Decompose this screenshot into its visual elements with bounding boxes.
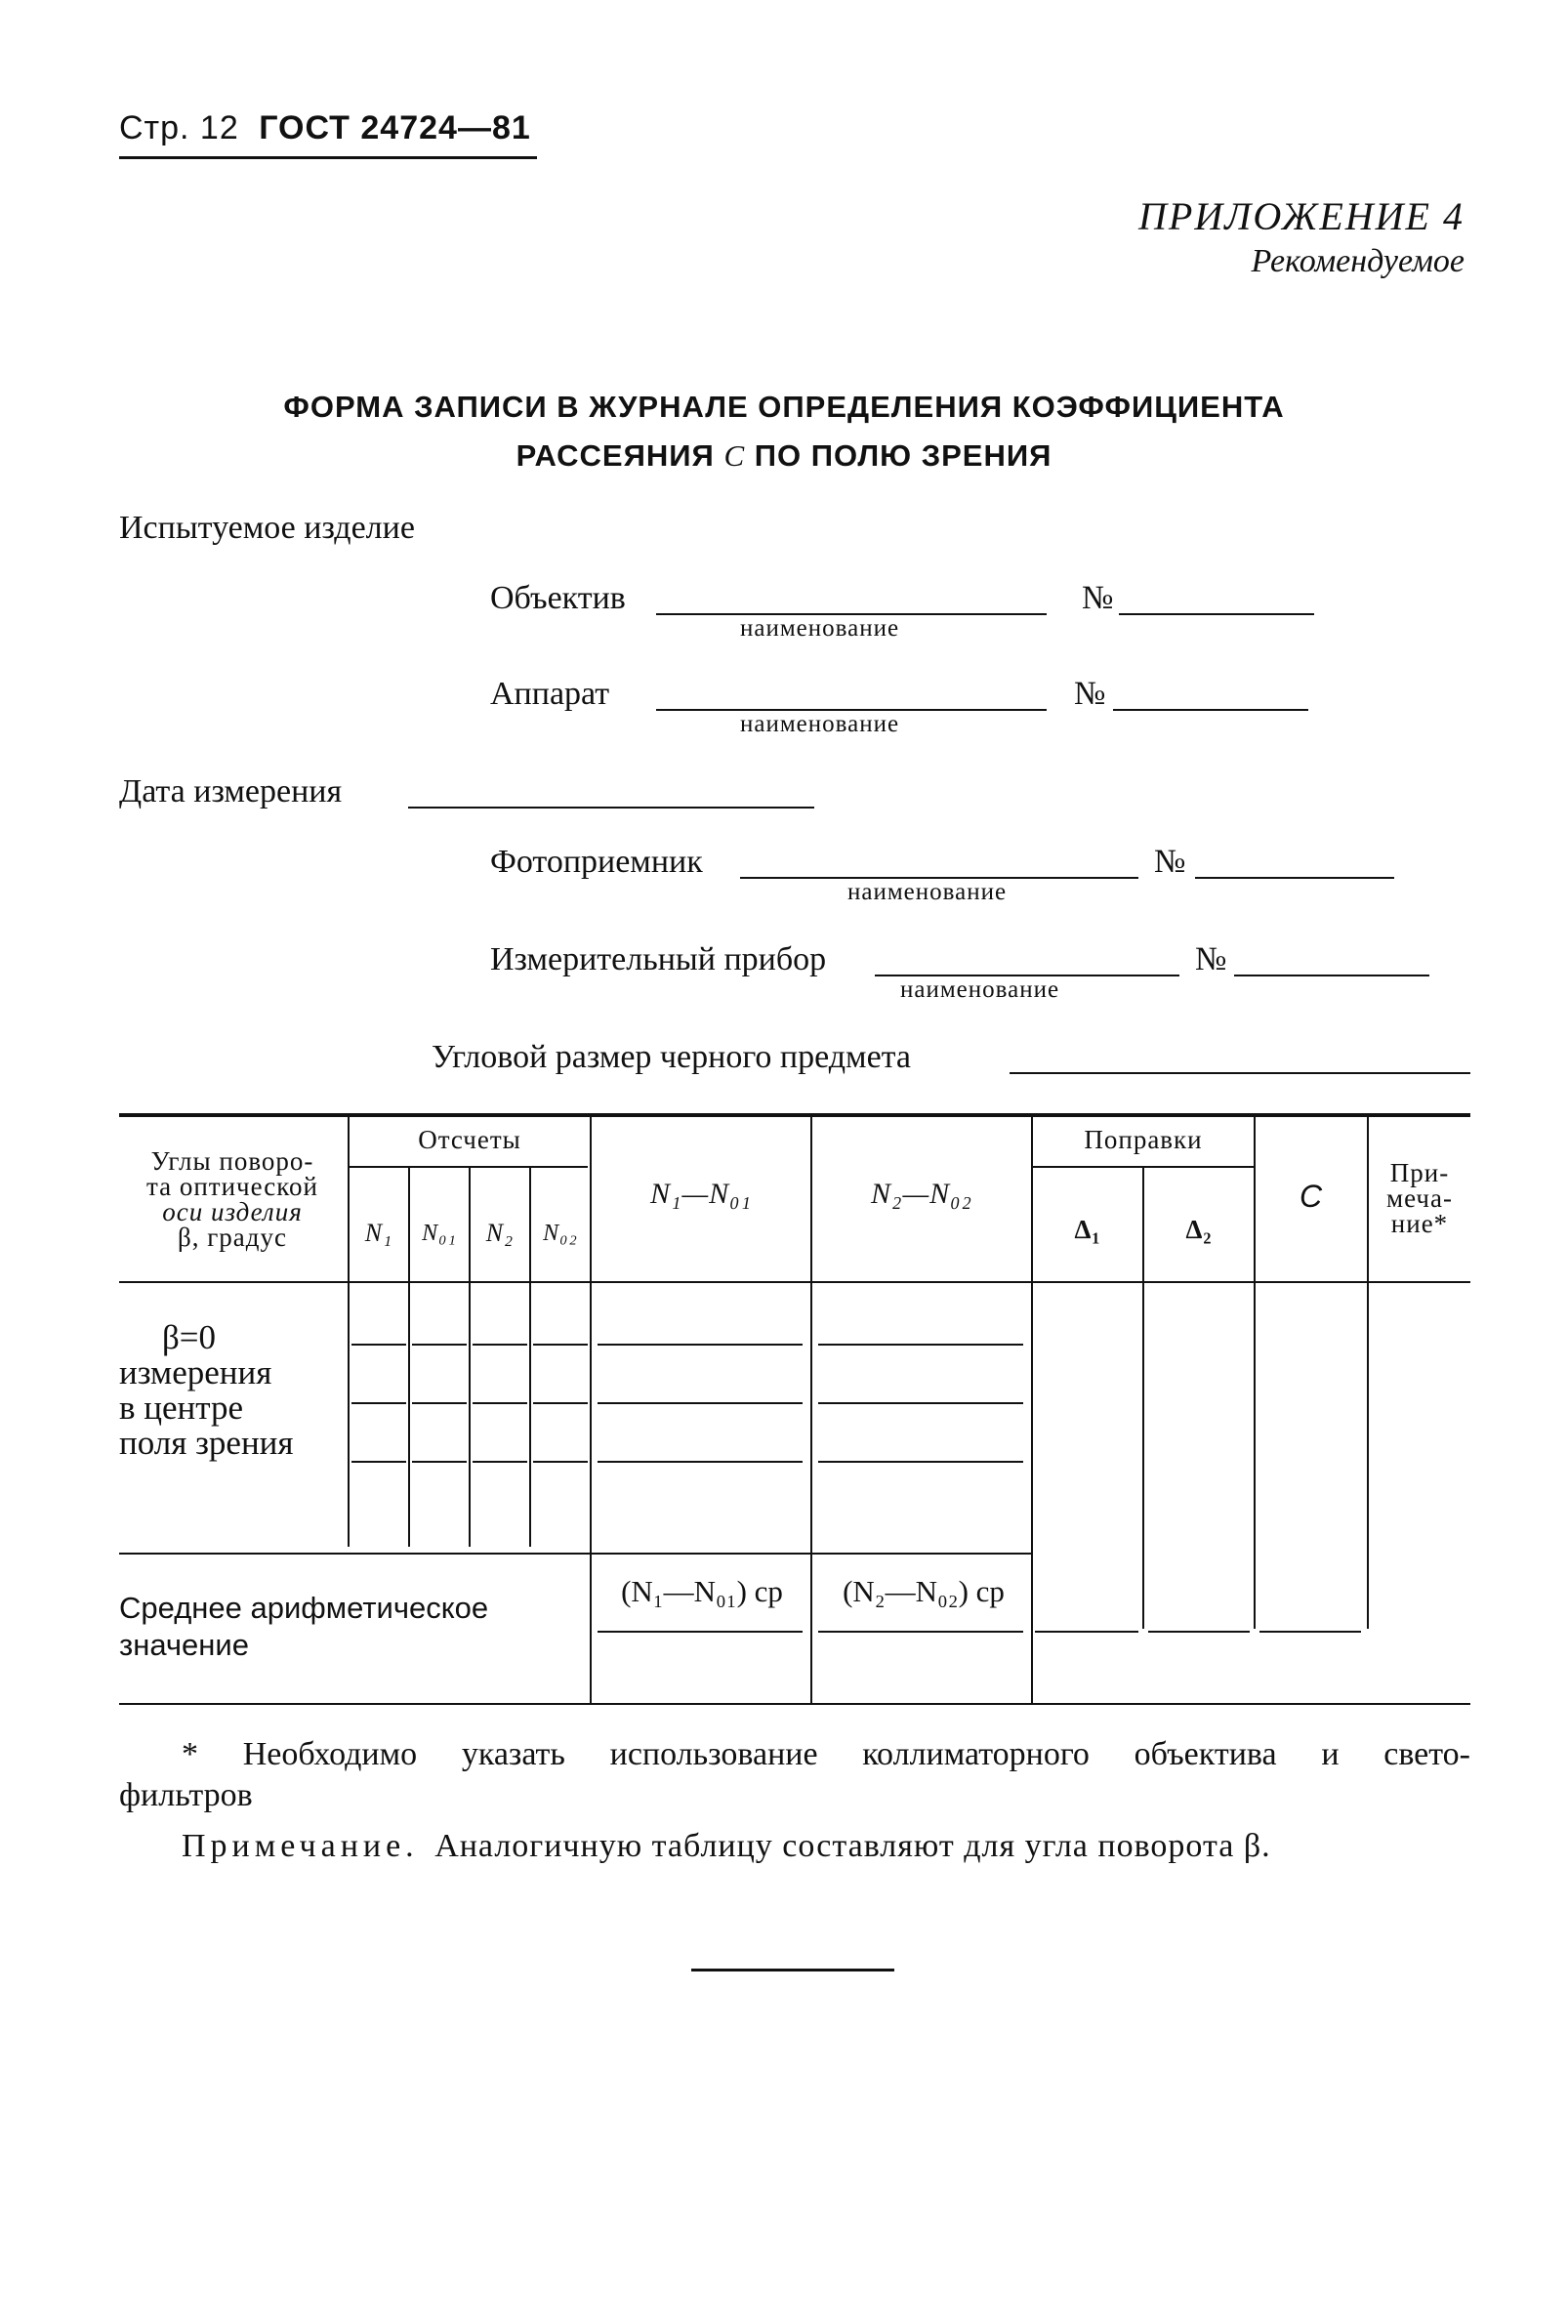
instrument-label: Измерительный прибор — [490, 941, 827, 977]
mean-row-rule — [119, 1553, 1033, 1555]
mean-entry-line[interactable] — [598, 1631, 803, 1633]
note-header — [1369, 1160, 1470, 1236]
mean-diff2: (N₂—N₀₂) ср — [843, 1574, 1005, 1608]
appendix-status: Рекомендуемое — [1251, 243, 1465, 279]
table-top-rule — [119, 1113, 1470, 1117]
mean-entry-line[interactable] — [1148, 1631, 1250, 1633]
photoreceiver-number-sign: № — [1154, 844, 1186, 880]
star-footnote — [119, 1734, 1470, 1816]
photoreceiver-number-line[interactable] — [1195, 877, 1394, 879]
entry-line[interactable] — [473, 1344, 527, 1346]
vline-corrections-left — [1031, 1117, 1033, 1703]
instrument-number-sign: № — [1195, 941, 1227, 977]
instrument-name-caption: наименование — [900, 976, 1060, 1003]
entry-line[interactable] — [533, 1344, 588, 1346]
mean-label-line2: значение — [119, 1628, 249, 1662]
apparatus-name-caption: наименование — [740, 711, 900, 737]
note-text: Аналогичную таблицу составляют для угла поворота β. — [434, 1828, 1271, 1864]
vline-readings-left — [348, 1117, 350, 1547]
form-title — [0, 383, 1568, 480]
n2-header: N₂ — [485, 1219, 515, 1247]
star-footnote-line1: * Необходимо указать использование коллиматорного объектива и свето- — [182, 1736, 1470, 1772]
apparatus-label: Аппарат — [490, 676, 610, 712]
entry-line[interactable] — [351, 1344, 406, 1346]
appendix-block — [1138, 193, 1465, 280]
apparatus-number-sign: № — [1074, 676, 1106, 712]
header-rule — [119, 156, 537, 159]
beta-zero-cell — [119, 1320, 346, 1461]
lens-number-line[interactable] — [1119, 613, 1314, 615]
page-label: Стр. 12 — [119, 109, 239, 146]
delta2-header: Δ₂ — [1185, 1215, 1213, 1244]
entry-line[interactable] — [598, 1402, 803, 1404]
photoreceiver-label: Фотоприемник — [490, 844, 703, 880]
entry-line[interactable] — [818, 1461, 1023, 1463]
title-symbol: С — [723, 438, 746, 473]
apparatus-number-line[interactable] — [1113, 709, 1308, 711]
standard-number: ГОСТ 24724—81 — [259, 109, 531, 146]
corrections-header: Поправки — [1084, 1125, 1203, 1154]
photoreceiver-name-caption: наименование — [847, 879, 1008, 905]
entry-line[interactable] — [598, 1461, 803, 1463]
lens-label: Объектив — [490, 580, 626, 616]
entry-line[interactable] — [818, 1402, 1023, 1404]
form-title-line1: ФОРМА ЗАПИСИ В ЖУРНАЛЕ ОПРЕДЕЛЕНИЯ КОЭФФИЦИЕНТА — [283, 390, 1285, 424]
mean-entry-line[interactable] — [1035, 1631, 1138, 1633]
star-footnote-line2: фильтров — [119, 1777, 253, 1813]
entry-line[interactable] — [473, 1402, 527, 1404]
entry-line[interactable] — [412, 1402, 467, 1404]
header-bottom-rule — [119, 1281, 1470, 1283]
col-angles-line2: та оптической — [146, 1172, 318, 1201]
col-angles-line1: Углы поворо- — [150, 1146, 314, 1176]
mean-entry-line[interactable] — [1259, 1631, 1361, 1633]
diff1-header: N₁—N₀₁ — [650, 1178, 752, 1210]
tested-item-label: Испытуемое изделие — [119, 510, 415, 546]
col-angles-header — [119, 1148, 346, 1250]
lens-number-sign: № — [1082, 580, 1114, 616]
note-label: Примечание. — [182, 1828, 419, 1864]
c-header: С — [1299, 1179, 1324, 1214]
col-angles-line3: оси изделия — [162, 1197, 303, 1226]
mean-label-cell — [119, 1590, 488, 1664]
end-rule — [691, 1969, 894, 1971]
entry-line[interactable] — [412, 1344, 467, 1346]
angular-size-label: Угловой размер черного предмета — [432, 1039, 912, 1075]
table-bottom-rule — [119, 1703, 1470, 1705]
beta-desc-line3: поля зрения — [119, 1424, 294, 1462]
note-line1: При- — [1389, 1158, 1450, 1187]
title-suffix: ПО ПОЛЮ ЗРЕНИЯ — [754, 438, 1052, 473]
appendix-title: ПРИЛОЖЕНИЕ 4 — [1138, 194, 1465, 238]
readings-header: Отсчеты — [418, 1125, 521, 1154]
measure-date-label: Дата измерения — [119, 773, 343, 809]
entry-line[interactable] — [473, 1461, 527, 1463]
mean-entry-line[interactable] — [818, 1631, 1023, 1633]
angular-size-line[interactable] — [1010, 1072, 1470, 1074]
entry-line[interactable] — [351, 1461, 406, 1463]
entry-line[interactable] — [412, 1461, 467, 1463]
n02-header: N₀₂ — [543, 1221, 578, 1246]
col-angles-line4: β, градус — [177, 1223, 288, 1252]
entry-line[interactable] — [598, 1344, 803, 1346]
lens-name-caption: наименование — [740, 615, 900, 642]
diff2-header: N₂—N₀₂ — [871, 1178, 972, 1210]
running-head — [119, 109, 531, 147]
n01-header: N₀₁ — [422, 1221, 457, 1246]
beta-desc-line1: измерения — [119, 1353, 272, 1391]
beta-zero-label: β=0 — [162, 1318, 217, 1356]
note-line3: ние* — [1390, 1209, 1449, 1238]
n1-header: N₁ — [364, 1219, 393, 1247]
instrument-number-line[interactable] — [1234, 975, 1429, 976]
title-prefix: РАССЕЯНИЯ — [516, 438, 715, 473]
entry-line[interactable] — [818, 1344, 1023, 1346]
beta-desc-line2: в центре — [119, 1389, 244, 1427]
delta1-header: Δ₁ — [1074, 1215, 1101, 1244]
mean-diff1: (N₁—N₀₁) ср — [621, 1574, 783, 1608]
table-note — [182, 1826, 1271, 1867]
note-line2: меча- — [1386, 1183, 1453, 1213]
entry-line[interactable] — [533, 1461, 588, 1463]
mean-label-line1: Среднее арифметическое — [119, 1591, 489, 1625]
entry-line[interactable] — [351, 1402, 406, 1404]
form-title-line2 — [0, 432, 1568, 480]
entry-line[interactable] — [533, 1402, 588, 1404]
measure-date-line[interactable] — [408, 807, 814, 809]
